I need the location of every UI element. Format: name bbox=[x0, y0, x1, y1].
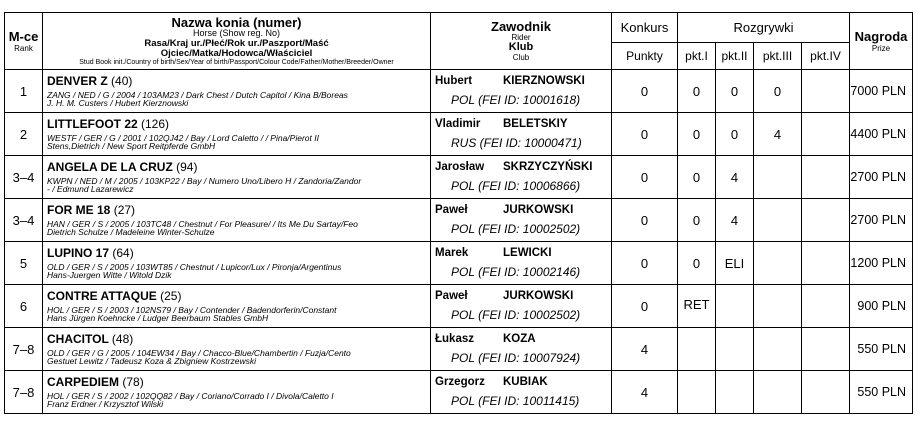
rider-name bbox=[435, 118, 611, 130]
horse-number: (27) bbox=[113, 202, 136, 217]
rank-header-sub: Rank bbox=[14, 44, 33, 53]
points-cell: 0 bbox=[612, 156, 678, 199]
rider-first-name: Vladimir bbox=[435, 118, 481, 130]
horse-cell bbox=[43, 242, 431, 285]
pkt2-cell: 0 bbox=[716, 70, 754, 113]
horse-cell bbox=[43, 199, 431, 242]
horse-name-line bbox=[47, 204, 430, 216]
horse-name: CHACITOL bbox=[47, 331, 109, 346]
horse-details-line1: HOL / GER / S / 2003 / 102NS79 / Bay / Contender / Badendorferin/Constant bbox=[47, 304, 337, 315]
pkt2-cell: 4 bbox=[716, 156, 754, 199]
horse-details-line2: Hans Jürgen Koehncke / Ludger Beerbaum Stables GmbH bbox=[47, 313, 269, 323]
pkt3-cell bbox=[754, 371, 802, 414]
pkt1-cell: 0 bbox=[678, 156, 716, 199]
prize-cell: 4400 PLN bbox=[850, 113, 913, 156]
horse-details-line1: HOL / GER / S / 2002 / 102QQ82 / Bay / Coriano/Corrado I / Divola/Caletto I bbox=[47, 390, 334, 401]
konkurs-header: Konkurs bbox=[612, 13, 678, 43]
rank-cell: 3–4 bbox=[5, 199, 43, 242]
rider-cell bbox=[431, 285, 612, 328]
horse-cell bbox=[43, 156, 431, 199]
horse-header-line5: Stud Book init./Country of birth/Sex/Year of birth/Passport/Colour Code/Father/Mother/Breeder/Owner bbox=[79, 58, 394, 66]
rider-last-name: JURKOWSKI bbox=[503, 290, 574, 302]
pkt2-header: pkt.II bbox=[716, 43, 754, 70]
horse-details-line1: OLD / GER / S / 2005 / 103WT85 / Chestnut / Lupicor/Lux / Pironja/Argentinus bbox=[47, 261, 342, 272]
rider-cell bbox=[431, 242, 612, 285]
club-header-title: Klub bbox=[508, 41, 534, 54]
rider-first-name: Marek bbox=[435, 247, 469, 259]
horse-name-line bbox=[47, 118, 430, 130]
horse-name: CONTRE ATTAQUE bbox=[47, 288, 157, 303]
points-cell: 0 bbox=[612, 70, 678, 113]
rider-club: POL (FEI ID: 10007924) bbox=[451, 351, 581, 365]
points-cell: 4 bbox=[612, 328, 678, 371]
horse-name: DENVER Z bbox=[47, 73, 108, 88]
rank-cell: 7–8 bbox=[5, 328, 43, 371]
horse-number: (25) bbox=[160, 288, 182, 303]
horse-name-line bbox=[47, 161, 430, 173]
prize-cell: 2700 PLN bbox=[850, 156, 913, 199]
pkt1-cell: 0 bbox=[678, 113, 716, 156]
horse-name: ANGELA DE LA CRUZ bbox=[47, 159, 173, 174]
horse-details-line2: Dietrich Schulze / Madeleine Winter-Schulze bbox=[47, 227, 215, 237]
pkt1-header: pkt.I bbox=[678, 43, 716, 70]
pkt2-cell bbox=[716, 285, 754, 328]
horse-cell bbox=[43, 113, 431, 156]
horse-details-line2: Hans-Juergen Witte / Witold Dzik bbox=[47, 270, 172, 280]
rozgrywki-header: Rozgrywki bbox=[678, 13, 850, 43]
rider-first-name: Łukasz bbox=[435, 333, 474, 345]
rider-club: POL (FEI ID: 10002502) bbox=[451, 308, 581, 322]
horse-name: LITTLEFOOT 22 bbox=[47, 116, 138, 131]
prize-cell: 2700 PLN bbox=[850, 199, 913, 242]
rank-cell: 5 bbox=[5, 242, 43, 285]
points-cell: 0 bbox=[612, 199, 678, 242]
pkt2-cell bbox=[716, 328, 754, 371]
pkt3-cell bbox=[754, 199, 802, 242]
pkt3-cell bbox=[754, 328, 802, 371]
rider-cell bbox=[431, 70, 612, 113]
pkt4-cell bbox=[802, 113, 850, 156]
prize-cell: 550 PLN bbox=[850, 328, 913, 371]
horse-details-line1: WESTF / GER / G / 2001 / 102QJ42 / Bay / Lord Caletto / / Pina/Pierot II bbox=[47, 132, 319, 143]
horse-details-line2: J. H. M. Custers / Hubert Kierznowski bbox=[47, 98, 189, 108]
pkt2-cell bbox=[716, 371, 754, 414]
pkt3-cell bbox=[754, 242, 802, 285]
horse-number: (94) bbox=[176, 159, 198, 174]
rider-cell bbox=[431, 371, 612, 414]
rider-name bbox=[435, 333, 611, 345]
rider-name bbox=[435, 247, 611, 259]
results-body bbox=[5, 70, 913, 414]
table-row bbox=[5, 242, 913, 285]
horse-number: (40) bbox=[111, 73, 133, 88]
prize-cell: 550 PLN bbox=[850, 371, 913, 414]
pkt4-cell bbox=[802, 242, 850, 285]
club-header-sub: Club bbox=[512, 52, 530, 62]
horse-number: (78) bbox=[122, 374, 144, 389]
pkt4-cell bbox=[802, 199, 850, 242]
table-row bbox=[5, 371, 913, 414]
pkt4-cell bbox=[802, 371, 850, 414]
horse-cell bbox=[43, 328, 431, 371]
rank-cell: 7–8 bbox=[5, 371, 43, 414]
rider-name bbox=[435, 290, 611, 302]
pkt1-cell bbox=[678, 328, 716, 371]
pkt1-cell: 0 bbox=[678, 199, 716, 242]
horse-details-line1: HAN / GER / S / 2005 / 103TC48 / Chestnut / For Pleasure/ / Its Me Du Sartay/Feo bbox=[47, 218, 358, 229]
rider-first-name: Paweł bbox=[435, 204, 468, 216]
rider-first-name: Paweł bbox=[435, 290, 468, 302]
rider-name bbox=[435, 376, 611, 388]
horse-name: FOR ME 18 bbox=[47, 202, 111, 217]
horse-name-line bbox=[47, 376, 430, 388]
rider-last-name: KOZA bbox=[503, 333, 536, 345]
pkt4-header: pkt.IV bbox=[802, 43, 850, 70]
horse-cell bbox=[43, 70, 431, 113]
rider-name bbox=[435, 204, 611, 216]
rider-club: POL (FEI ID: 10002146) bbox=[451, 265, 581, 279]
rank-header bbox=[5, 13, 43, 70]
horse-number: (126) bbox=[141, 116, 170, 131]
horse-name-line bbox=[47, 290, 430, 302]
pkt3-cell: 0 bbox=[754, 70, 802, 113]
pkt3-cell bbox=[754, 285, 802, 328]
horse-details-line2: Franz Erdner / Krzysztof Wilski bbox=[47, 399, 164, 409]
pkt1-cell: 0 bbox=[678, 70, 716, 113]
prize-cell: 1200 PLN bbox=[850, 242, 913, 285]
horse-header-sub: Horse (Show reg. No) bbox=[192, 28, 281, 39]
points-cell: 0 bbox=[612, 242, 678, 285]
rider-header-title: Zawodnik bbox=[491, 19, 551, 35]
rider-last-name: KIERZNOWSKI bbox=[503, 75, 585, 87]
rank-cell: 1 bbox=[5, 70, 43, 113]
rider-club: RUS (FEI ID: 10000471) bbox=[451, 136, 582, 150]
rank-cell: 2 bbox=[5, 113, 43, 156]
pkt4-cell bbox=[802, 285, 850, 328]
horse-details-line2: Gestuet Lewitz / Tadeusz Koza & Zbigniew Kostrzewski bbox=[47, 356, 256, 366]
rider-club: POL (FEI ID: 10001618) bbox=[451, 93, 581, 107]
horse-cell bbox=[43, 371, 431, 414]
rider-cell bbox=[431, 113, 612, 156]
rider-first-name: Hubert bbox=[435, 75, 473, 87]
rider-last-name: JURKOWSKI bbox=[503, 204, 574, 216]
rider-club: POL (FEI ID: 10002502) bbox=[451, 222, 581, 236]
horse-number: (64) bbox=[112, 245, 134, 260]
rider-cell bbox=[431, 199, 612, 242]
rider-first-name: Grzegorz bbox=[435, 376, 485, 388]
rider-club: POL (FEI ID: 10006866) bbox=[451, 179, 581, 193]
pkt1-cell bbox=[678, 371, 716, 414]
table-row bbox=[5, 199, 913, 242]
horse-details-line1: KWPN / NED / M / 2005 / 103KP22 / Bay / Numero Uno/Libero H / Zandoria/Zandor bbox=[47, 175, 362, 186]
rider-last-name: SKRZYCZYŃSKI bbox=[503, 161, 593, 173]
pkt4-cell bbox=[802, 70, 850, 113]
horse-details-line1: ZANG / NED / G / 2004 / 103AM23 / Dark Chest / Dutch Capitol / Kina B/Boreas bbox=[47, 89, 348, 100]
horse-name: CARPEDIEM bbox=[47, 374, 120, 389]
rank-header-label: M-ce bbox=[8, 29, 39, 44]
pkt2-cell: ELI bbox=[716, 242, 754, 285]
points-cell: 0 bbox=[612, 113, 678, 156]
prize-header-sub: Prize bbox=[871, 44, 891, 53]
pkt2-cell: 0 bbox=[716, 113, 754, 156]
horse-details-line2: Stens,Dietrich / New Sport Reitpferde GmbH bbox=[47, 141, 216, 151]
table-row bbox=[5, 156, 913, 199]
pkt3-cell bbox=[754, 156, 802, 199]
pkt2-cell: 4 bbox=[716, 199, 754, 242]
horse-name-line bbox=[47, 247, 430, 259]
horse-name: LUPINO 17 bbox=[47, 245, 110, 260]
prize-cell: 900 PLN bbox=[850, 285, 913, 328]
pkt4-cell bbox=[802, 328, 850, 371]
prize-header bbox=[850, 13, 913, 70]
header-row-1 bbox=[5, 13, 913, 43]
horse-details-line1: OLD / GER / G / 2005 / 104EW34 / Bay / Chacco-Blue/Chambertin / Fuzja/Cento bbox=[47, 347, 351, 358]
pkt3-header: pkt.III bbox=[754, 43, 802, 70]
horse-header-line3: Rasa/Kraj ur./Płeć/Rok ur./Paszport/Maść bbox=[144, 37, 329, 49]
pkt3-cell: 4 bbox=[754, 113, 802, 156]
prize-cell: 7000 PLN bbox=[850, 70, 913, 113]
horse-cell bbox=[43, 285, 431, 328]
pkt1-cell: RET bbox=[678, 285, 716, 328]
rider-club: POL (FEI ID: 10011415) bbox=[451, 394, 580, 408]
horse-header-title: Nazwa konia (numer) bbox=[171, 14, 302, 30]
rider-name bbox=[435, 161, 611, 173]
horse-header bbox=[43, 13, 431, 70]
pkt4-cell bbox=[802, 156, 850, 199]
rider-cell bbox=[431, 328, 612, 371]
punkty-header: Punkty bbox=[612, 43, 678, 70]
horse-number: (48) bbox=[111, 331, 134, 346]
table-row bbox=[5, 328, 913, 371]
horse-details-line2: - / Edmund Lazarewicz bbox=[47, 184, 134, 194]
table-row bbox=[5, 113, 913, 156]
horse-name-line bbox=[47, 75, 430, 87]
pkt1-cell: 0 bbox=[678, 242, 716, 285]
rider-first-name: Jarosław bbox=[435, 161, 485, 173]
rank-cell: 6 bbox=[5, 285, 43, 328]
rider-header bbox=[431, 13, 612, 70]
rider-last-name: BELETSKIY bbox=[503, 118, 568, 130]
points-cell: 4 bbox=[612, 371, 678, 414]
rider-last-name: LEWICKI bbox=[503, 247, 552, 259]
horse-name-line bbox=[47, 333, 430, 345]
prize-header-title: Nagroda bbox=[854, 29, 908, 44]
table-row bbox=[5, 285, 913, 328]
horse-header-line4: Ojciec/Matka/Hodowca/Właściciel bbox=[160, 47, 313, 59]
rider-header-sub: Rider bbox=[511, 32, 531, 42]
rider-last-name: KUBIAK bbox=[503, 376, 548, 388]
table-row bbox=[5, 70, 913, 113]
rider-name bbox=[435, 75, 611, 87]
rider-cell bbox=[431, 156, 612, 199]
points-cell: 0 bbox=[612, 285, 678, 328]
rank-cell: 3–4 bbox=[5, 156, 43, 199]
results-table bbox=[4, 12, 913, 414]
